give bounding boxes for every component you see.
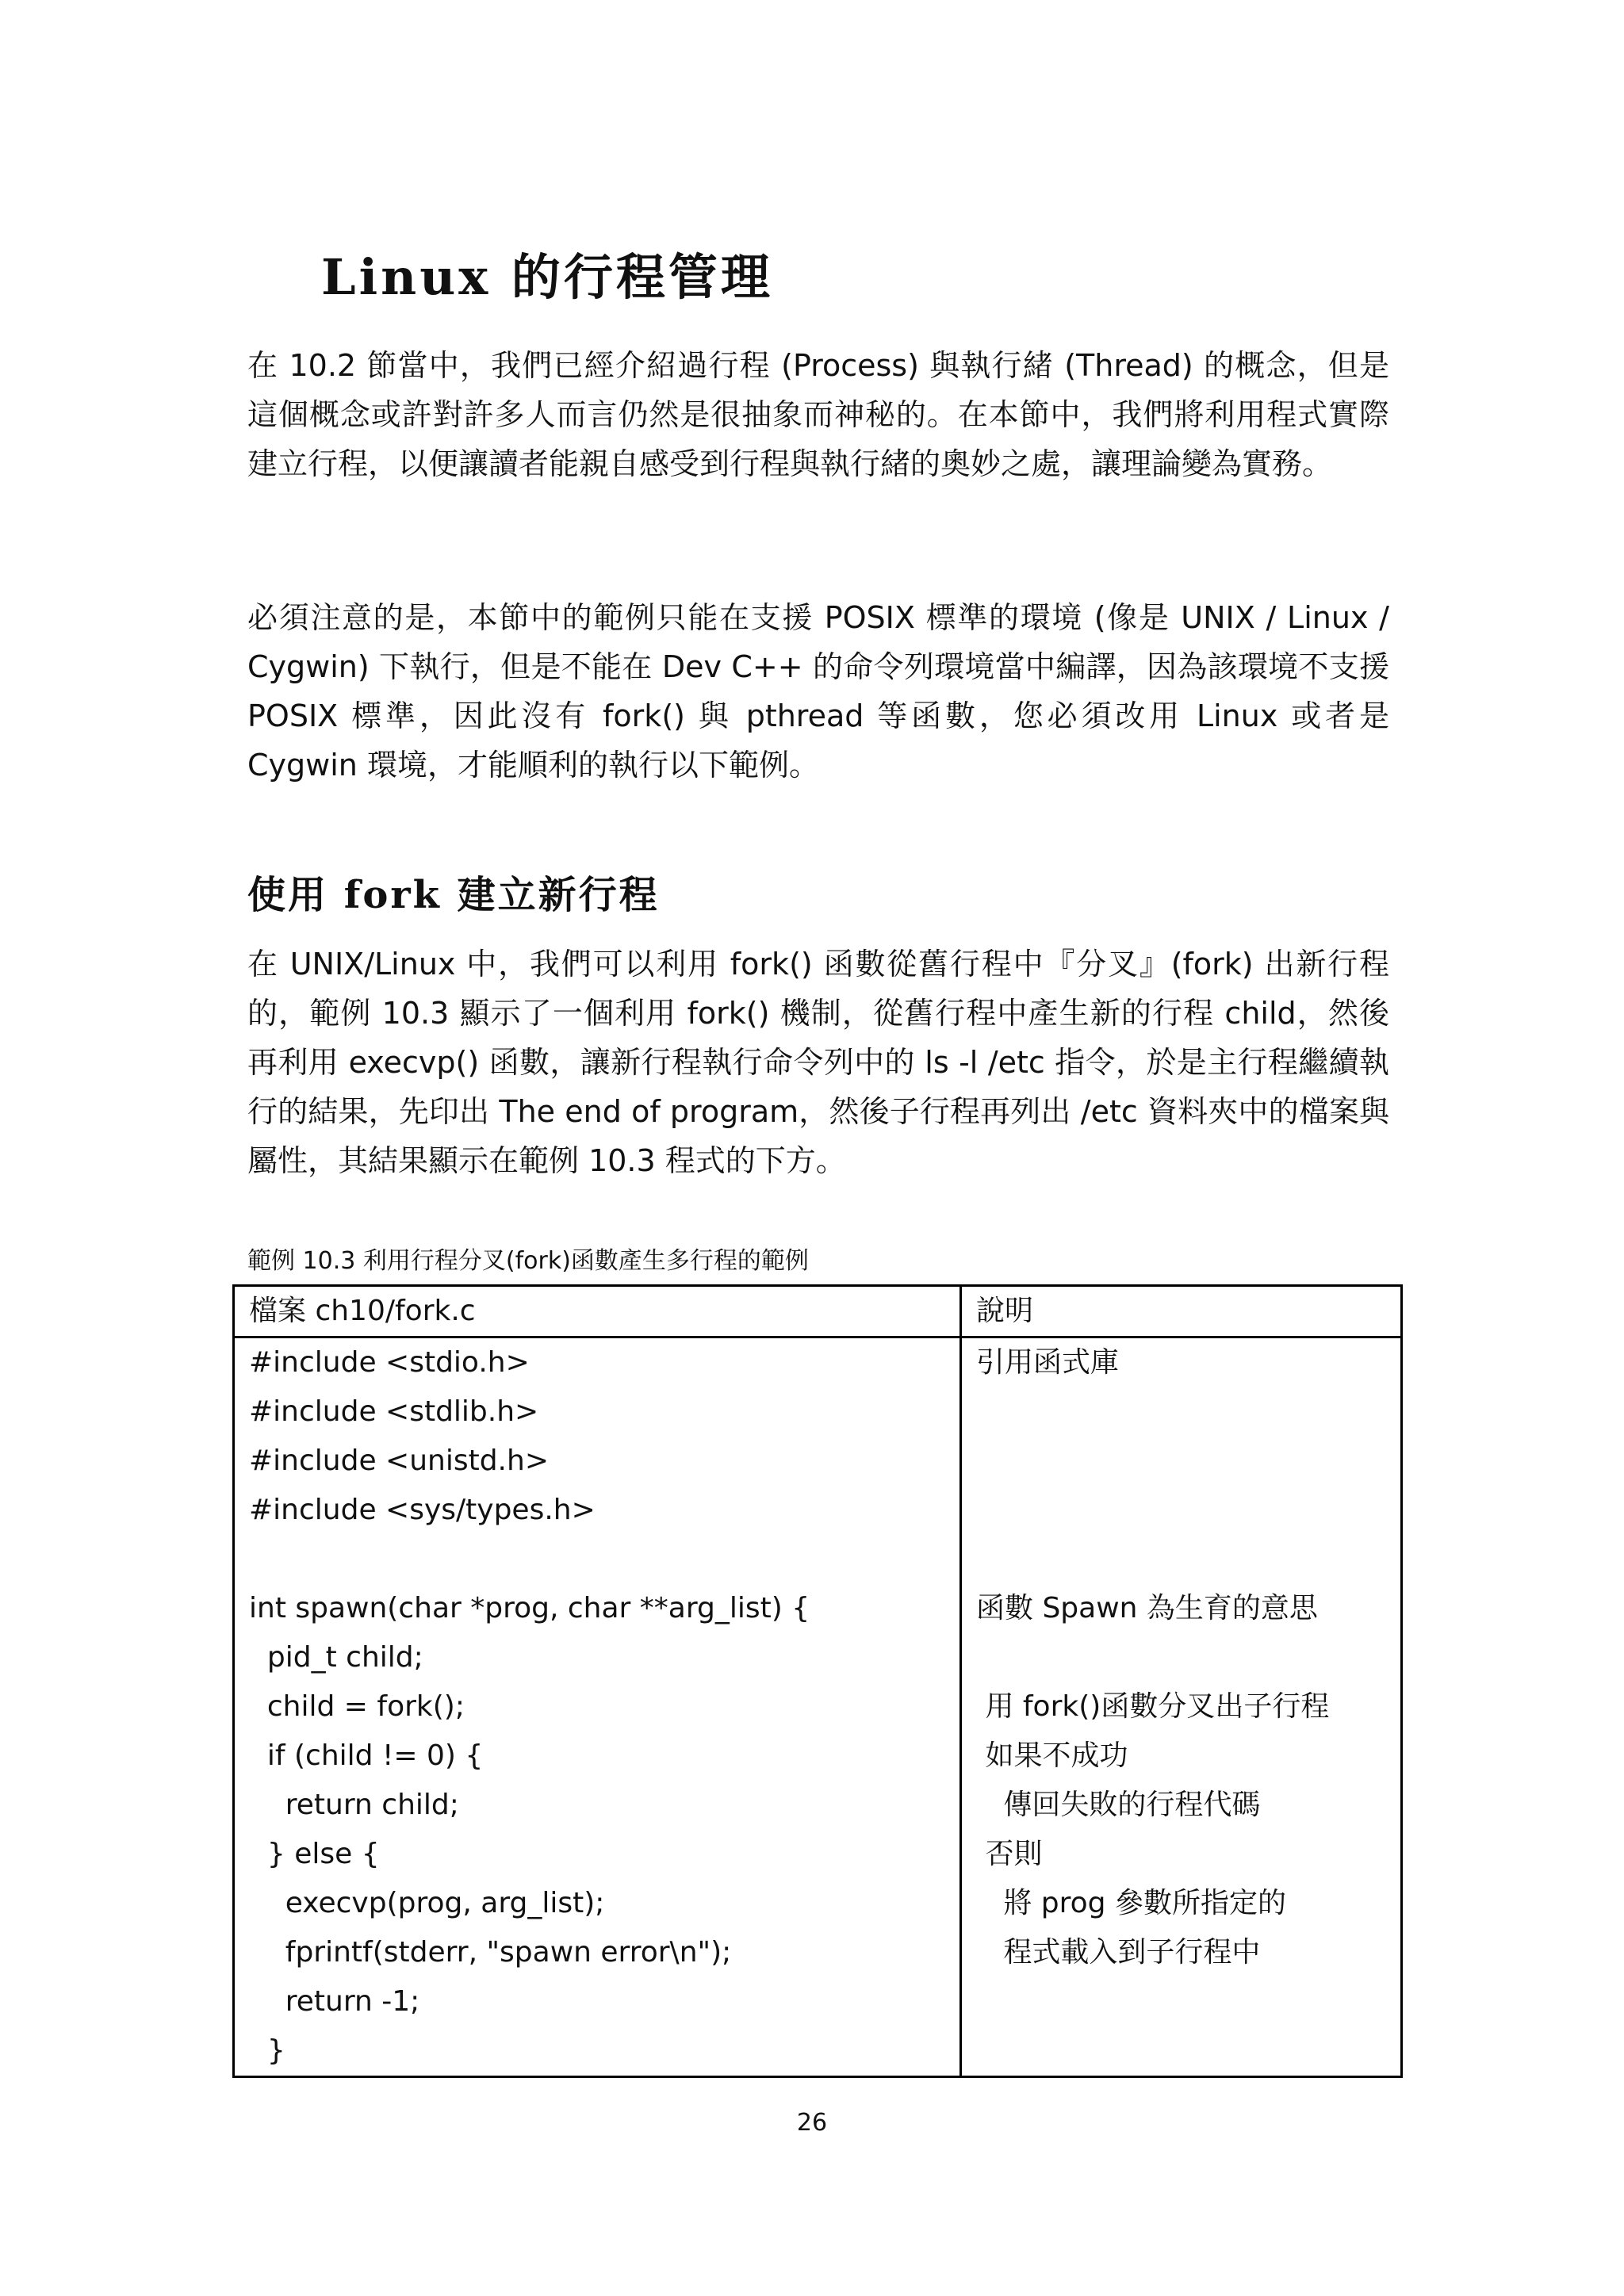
code-line: fprintf(stderr, "spawn error\n"); [249, 1936, 732, 1969]
code-line: #include <stdio.h> [249, 1346, 530, 1379]
code-line: return child; [249, 1789, 459, 1821]
code-line: #include <stdlib.h> [249, 1395, 539, 1428]
code-column [234, 1337, 961, 2077]
code-line: pid_t child; [249, 1641, 423, 1674]
code-line: int spawn(char *prog, char **arg_list) { [249, 1592, 810, 1624]
note-line: 程式載入到子行程中 [976, 1936, 1261, 1969]
page-number: 26 [796, 2109, 828, 2137]
page-title: Linux 的行程管理 [321, 248, 773, 306]
note-line [976, 2026, 1386, 2076]
note-line: 引用函式庫 [976, 1346, 1120, 1379]
note-line: 用 fork()函數分叉出子行程 [976, 1690, 1330, 1723]
code-line [249, 1535, 945, 1584]
note-line [976, 1535, 1386, 1584]
code-line: } else { [249, 1838, 380, 1870]
code-line: return -1; [249, 1985, 420, 2018]
code-line: #include <sys/types.h> [249, 1494, 596, 1526]
code-line: #include <unistd.h> [249, 1445, 549, 1477]
code-line: execvp(prog, arg_list); [249, 1887, 605, 1919]
code-line: } [249, 2034, 285, 2067]
section-heading: 使用 fork 建立新行程 [247, 873, 660, 917]
note-line [976, 1437, 1386, 1486]
note-line [976, 1633, 1386, 1682]
intro-paragraph: 在 10.2 節當中，我們已經介紹過行程 (Process) 與執行緒 (Thread) 的概念，但是這個概念或許對許多人而言仍然是很抽象而神秘的。在本節中，我們將利用程式實際建立行程，以便讓讀者能親自感受到行程與執行緒的奧妙之處，讓理論變為實務。 [247, 348, 1389, 481]
note-line [976, 1486, 1386, 1535]
file-header: 檔案 ch10/fork.c [234, 1286, 961, 1337]
note-line: 否則 [976, 1838, 1043, 1870]
code-table-body [234, 1337, 1402, 2077]
code-table-header [234, 1286, 1402, 1337]
code-line: child = fork(); [249, 1690, 465, 1723]
note-line: 函數 Spawn 為生育的意思 [976, 1592, 1318, 1624]
fork-paragraph: 在 UNIX/Linux 中，我們可以利用 fork() 函數從舊行程中『分叉』(fork) 出新行程的，範例 10.3 顯示了一個利用 fork() 機制，從舊行程中產生新的行程 child，然後再利用 execvp() 函數，讓新行程執行命令列中的 ls -l /etc 指令，於是主行程繼續執行的結果，先印出 The end of program，然後子行程再列出 /etc 資料夾中的檔案與屬性，其結果顯示在範例 10.3 程式的下方。 [247, 947, 1389, 1178]
code-line: if (child != 0) { [249, 1739, 484, 1772]
notes-column [961, 1337, 1402, 2077]
code-table [232, 1284, 1403, 2078]
note-line [976, 1387, 1386, 1437]
note-line [976, 1977, 1386, 2026]
note-line: 如果不成功 [976, 1739, 1128, 1772]
example-caption: 範例 10.3 利用行程分叉(fork)函數產生多行程的範例 [247, 1247, 809, 1275]
note-line: 將 prog 參數所指定的 [976, 1887, 1286, 1919]
description-header: 說明 [961, 1286, 1402, 1337]
note-line: 傳回失敗的行程代碼 [976, 1789, 1261, 1821]
note-paragraph: 必須注意的是，本節中的範例只能在支援 POSIX 標準的環境 (像是 UNIX / Linux / Cygwin) 下執行，但是不能在 Dev C++ 的命令列環境當中編譯，因為該環境不支援 POSIX 標準，因此沒有 fork() 與 pthread 等函數，您必須改用 Linux 或者是 Cygwin 環境，才能順利的執行以下範例。 [247, 600, 1389, 783]
